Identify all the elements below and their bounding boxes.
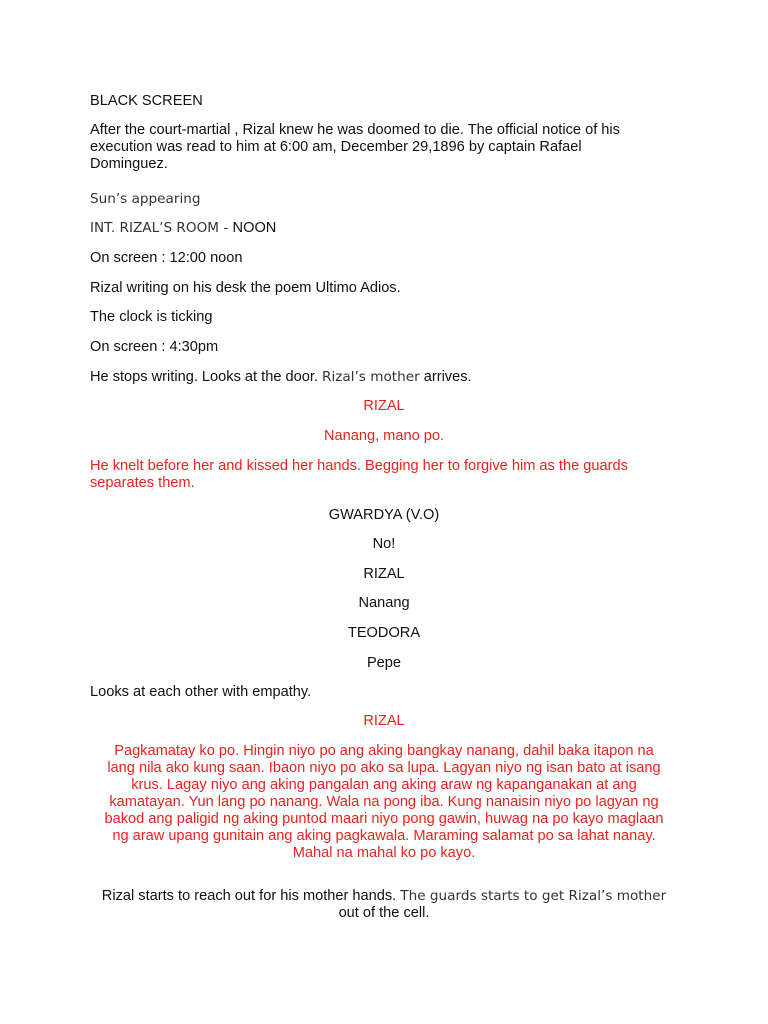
intro-paragraph <box>90 122 620 173</box>
character-rizal: RIZAL <box>363 398 405 414</box>
dialogue-pepe: Pepe <box>366 655 402 671</box>
knelt-line: He knelt before her and kissed her hands. Begging her to forgive him as the guards <box>90 458 628 474</box>
speech-line: lang nila ako kung saan. Ibaon niyo po ako sa lupa. Lagyan niyo ng isan bato at isang <box>107 760 661 776</box>
suns-appearing-line: Sun’s appearing <box>90 191 201 207</box>
guards-text: The guards starts to get Rizal’s mother <box>400 888 667 904</box>
intro-line: execution was read to him at 6:00 am, December 29,1896 by captain Rafael <box>90 139 582 155</box>
rizals-mother-text: Rizal’s mother <box>322 369 420 385</box>
int-scene-heading-time: NOON <box>232 220 277 236</box>
reach-out-line <box>90 888 678 905</box>
speech-line: kamatayan. Yun lang po nanang. Wala na pong iba. Kung nanaisin niyo po lagyan ng <box>109 794 659 810</box>
clock-ticking-line: The clock is ticking <box>90 309 213 325</box>
speech-line: Mahal na mahal ko po kayo. <box>292 845 476 861</box>
intro-line: Dominguez. <box>90 156 168 172</box>
scene-heading-black-screen: BLACK SCREEN <box>90 93 203 109</box>
character-teodora: TEODORA <box>347 625 421 641</box>
speech-line: bakod ang paligid ng aking puntod maari niyo pong gawin, huwag na po kayo maglaan <box>104 811 664 827</box>
intro-line: After the court-martial , Rizal knew he was doomed to die. The official notice of his <box>90 122 620 138</box>
looks-each-other-line: Looks at each other with empathy. <box>90 684 312 700</box>
character-rizal: RIZAL <box>363 713 405 729</box>
int-scene-heading <box>90 220 276 237</box>
character-gwardya: GWARDYA (V.O) <box>328 507 440 523</box>
onscreen-noon-line: On screen : 12:00 noon <box>90 250 243 266</box>
onscreen-430-line: On screen : 4:30pm <box>90 339 219 355</box>
character-rizal: RIZAL <box>363 566 405 582</box>
knelt-paragraph <box>90 458 628 492</box>
dialogue-nanang-mano-po: Nanang, mano po. <box>323 428 445 444</box>
dialogue-no: No! <box>372 536 396 552</box>
arrives-text: arrives. <box>419 369 472 385</box>
reach-out-line: out of the cell. <box>338 905 430 921</box>
int-scene-heading-prefix: INT. RIZAL’S ROOM - <box>90 220 233 236</box>
speech-line: ng araw upang gunitain ang aking pagkawala. Maraming salamat po sa lahat nanay. <box>112 828 656 844</box>
stops-writing-line <box>90 369 472 386</box>
reach-out-text: Rizal starts to reach out for his mother hands. <box>101 888 401 904</box>
stops-writing-text: He stops writing. Looks at the door. <box>90 369 323 385</box>
rizal-speech-paragraph <box>90 743 678 862</box>
speech-line: krus. Lagay niyo ang aking pangalan ang aking araw ng kapanganakan at ang <box>131 777 637 793</box>
rizal-writing-line: Rizal writing on his desk the poem Ultimo Adios. <box>90 280 401 296</box>
speech-line: Pagkamatay ko po. Hingin niyo po ang aking bangkay nanang, dahil baka itapon na <box>114 743 654 759</box>
dialogue-nanang: Nanang <box>358 595 410 611</box>
knelt-line: separates them. <box>90 475 195 491</box>
reach-out-paragraph <box>90 888 678 922</box>
